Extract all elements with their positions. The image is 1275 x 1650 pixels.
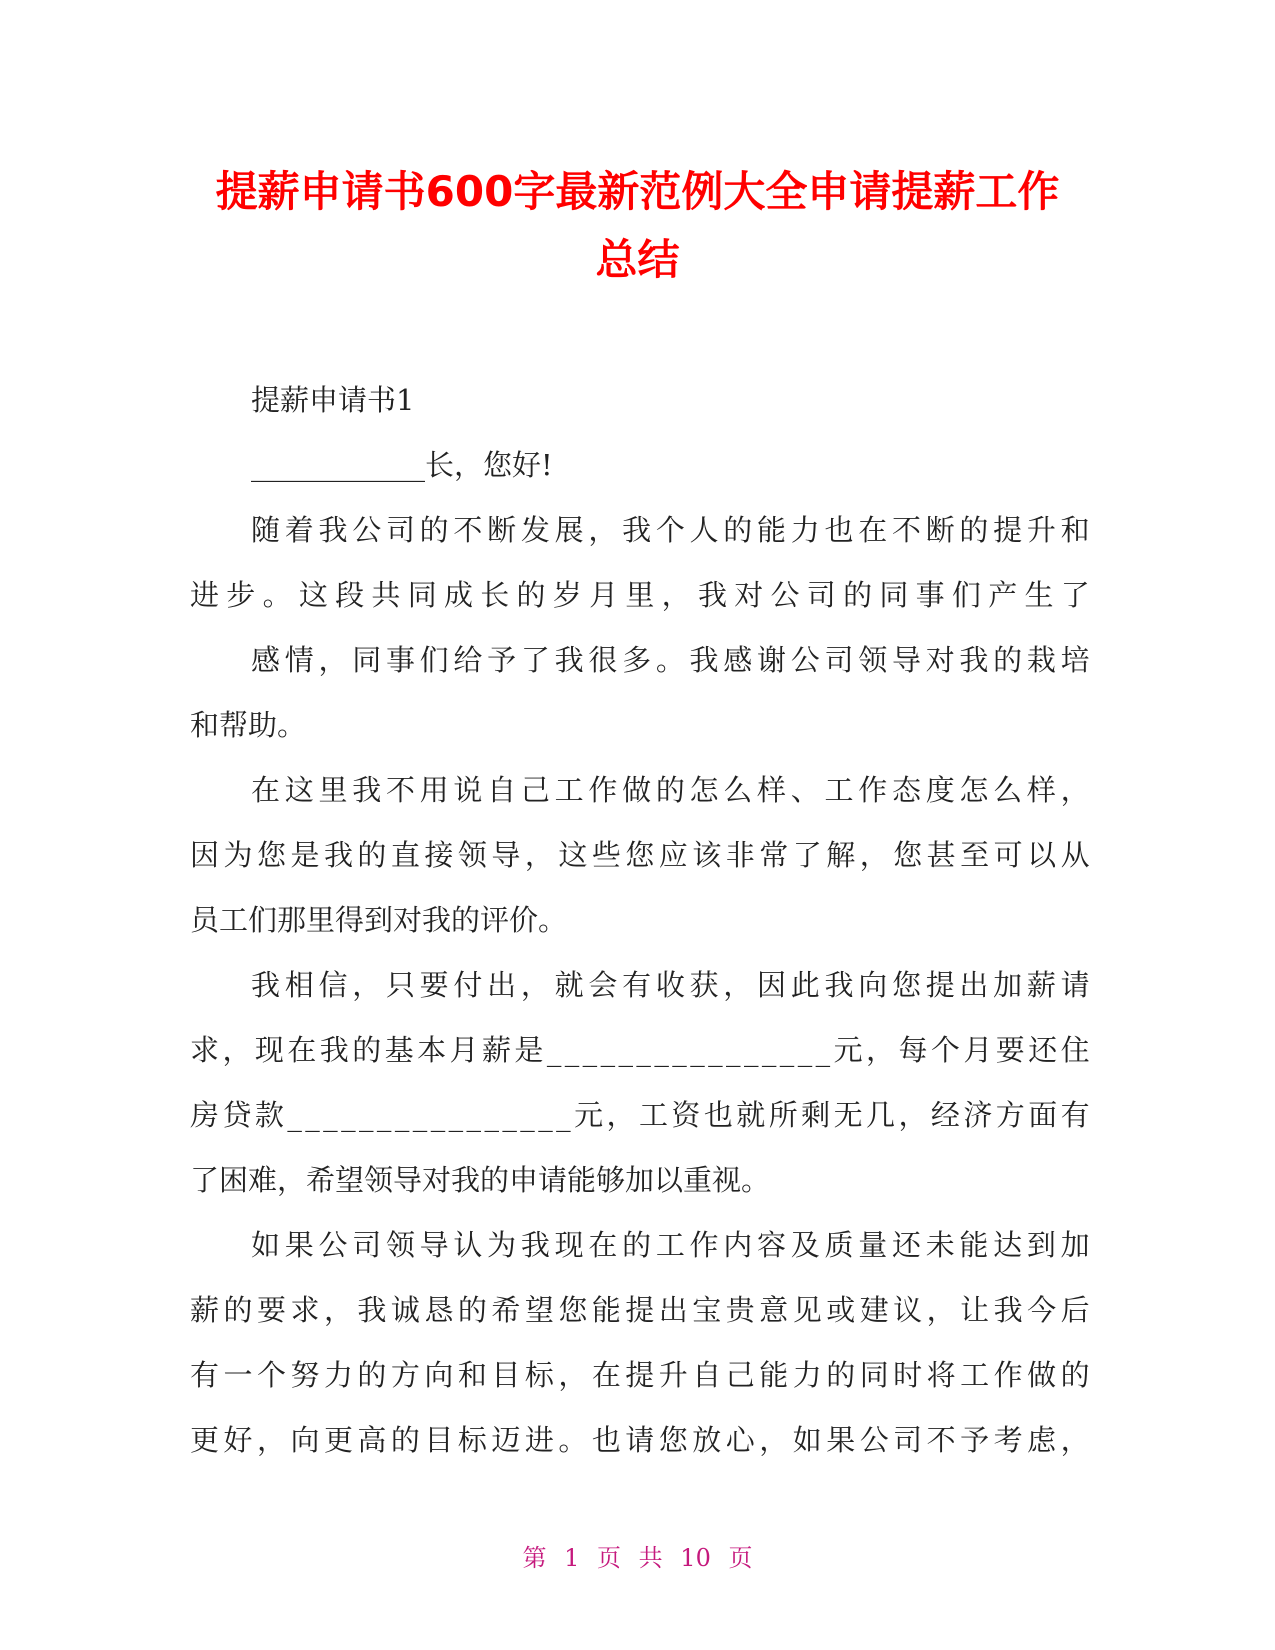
text-line: 感 情 ， 同 事 们 给 予 了 我 很 多 。 我 感 谢 公 司 领 导 对 我 的 栽 培 <box>251 643 1090 677</box>
title-line-2: 总结 <box>595 235 680 284</box>
text-line: 我 相 信 ， 只 要 付 出 ， 就 会 有 收 获 ， 因 此 我 向 您 提 出 加 薪 请 <box>251 968 1090 1002</box>
text-line: 进 步 。 这 段 共 同 成 长 的 岁 月 里 ， 我 对 公 司 的 同 事 们 产 生 了 <box>190 578 1090 612</box>
text-line: 在 这 里 我 不 用 说 自 己 工 作 做 的 怎 么 样 、 工 作 态 度 怎 么 样 ， <box>251 773 1090 807</box>
text-line: 和帮助。 <box>190 708 307 742</box>
text-line: 薪 的 要 求 ， 我 诚 恳 的 希 望 您 能 提 出 宝 贵 意 见 或 建 议 ， 让 我 今 后 <box>190 1293 1090 1327</box>
text-line: 房 贷 款 _ _ _ _ _ _ _ _ _ _ _ _ _ _ _ _ 元 ， 工 资 也 就 所 剩 无 几 ， 经 济 方 面 有 <box>190 1098 1090 1132</box>
section-heading: 提薪申请书1 <box>251 383 415 417</box>
page-number-footer: 第 1 页 共 10 页 <box>522 1544 753 1572</box>
document-body <box>190 368 1090 1473</box>
text-line: 员工们那里得到对我的评价。 <box>190 903 568 937</box>
text-line: 如 果 公 司 领 导 认 为 我 现 在 的 工 作 内 容 及 质 量 还 未 能 达 到 加 <box>251 1228 1090 1262</box>
text-line: 有 一 个 努 力 的 方 向 和 目 标 ， 在 提 升 自 己 能 力 的 同 时 将 工 作 做 的 <box>190 1358 1090 1392</box>
salutation-line: ____________长，您好! <box>251 448 553 482</box>
text-line: 更 好 ， 向 更 高 的 目 标 迈 进 。 也 请 您 放 心 ， 如 果 公 司 不 予 考 虑 ， <box>190 1423 1090 1457</box>
text-line: 求 ， 现 在 我 的 基 本 月 薪 是 _ _ _ _ _ _ _ _ _ _ _ _ _ _ _ _ 元 ， 每 个 月 要 还 住 <box>190 1033 1090 1067</box>
text-line: 了困难，希望领导对我的申请能够加以重视。 <box>190 1163 771 1197</box>
text-line: 随 着 我 公 司 的 不 断 发 展 ， 我 个 人 的 能 力 也 在 不 断 的 提 升 和 <box>251 513 1090 547</box>
document-title <box>185 158 1090 294</box>
text-line: 因 为 您 是 我 的 直 接 领 导 ， 这 些 您 应 该 非 常 了 解 ， 您 甚 至 可 以 从 <box>190 838 1090 872</box>
title-line-1: 提薪申请书600字最新范例大全申请提薪工作 <box>215 167 1060 216</box>
